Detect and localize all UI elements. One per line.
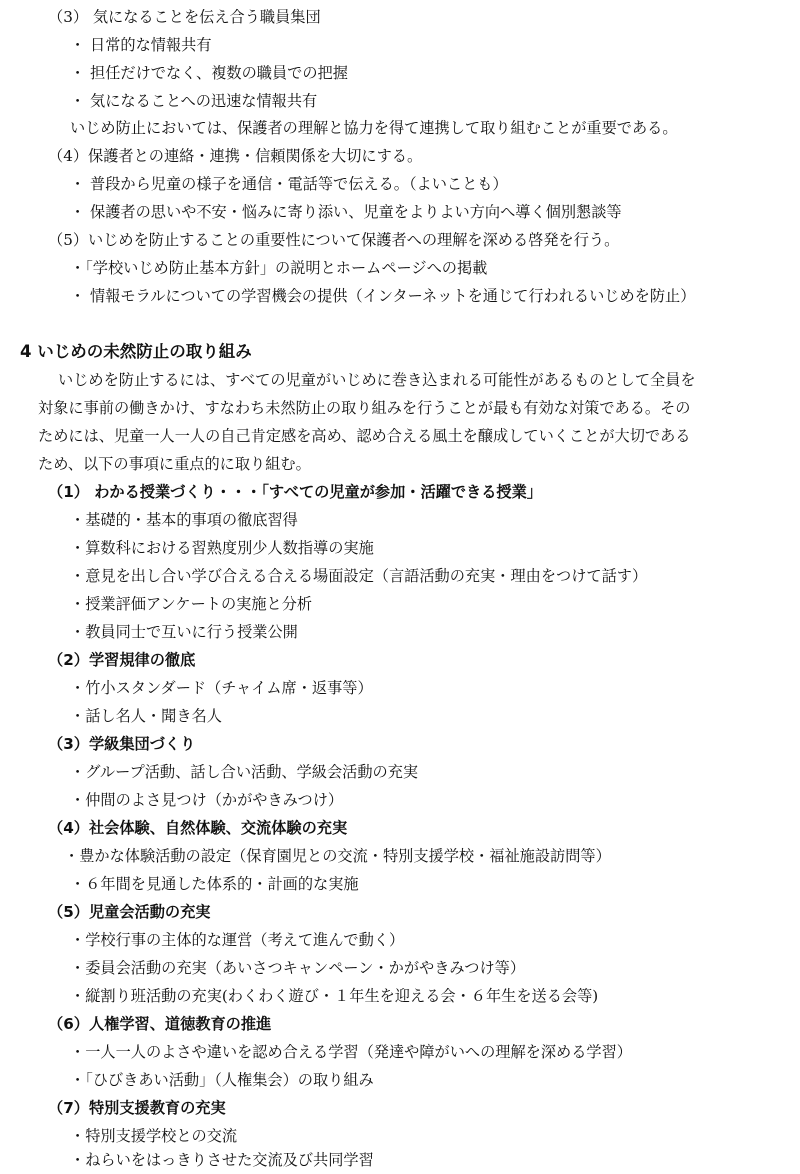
sub1-item-4: ・授業評価アンケートの実施と分析 <box>70 595 313 613</box>
sub5-item-1: ・学校行事の主体的な運営（考えて進んで動く） <box>70 931 405 949</box>
sub5-item-3: ・縦割り班活動の充実(わくわく遊び・１年生を迎える会・６年生を送る会等) <box>70 987 599 1005</box>
section4-item-2: ・ 保護者の思いや不安・悩みに寄り添い、児童をよりよい方向へ導く個別懇談等 <box>70 203 622 221</box>
section4-heading: （4）保護者との連絡・連携・信頼関係を大切にする。 <box>48 147 423 165</box>
sub6-item-1: ・一人一人のよさや違いを認め合える学習（発達や障がいへの理解を深める学習） <box>70 1043 632 1061</box>
section5-heading: （5）いじめを防止することの重要性について保護者への理解を深める啓発を行う。 <box>48 231 620 249</box>
sub1-item-3: ・意見を出し合い学び合える合える場面設定（言語活動の充実・理由をつけて話す） <box>70 567 648 585</box>
sub4-item-1: ・豊かな体験活動の設定（保育園児との交流・特別支援学校・福祉施設訪問等） <box>64 847 611 865</box>
section3-heading: （3） 気になることを伝え合う職員集団 <box>48 8 321 26</box>
sub3-heading: （3）学級集団づくり <box>48 735 196 753</box>
sub1-item-5: ・教員同士で互いに行う授業公開 <box>70 623 298 641</box>
sub7-item-2: ・ねらいをはっきりさせた交流及び共同学習 <box>70 1151 374 1169</box>
section5-item-1: ・「学校いじめ防止基本方針」の説明とホームページへの掲載 <box>70 259 488 277</box>
sub1-item-1: ・基礎的・基本的事項の徹底習得 <box>70 511 298 529</box>
sub2-item-2: ・話し名人・聞き名人 <box>70 707 222 725</box>
section4-item-1: ・ 普段から児童の様子を通信・電話等で伝える。（よいことも） <box>70 175 508 193</box>
sub1-item-2: ・算数科における習熟度別少人数指導の実施 <box>70 539 374 557</box>
sub2-item-1: ・竹小スタンダード（チャイム席・返事等） <box>70 679 373 697</box>
sub1-heading: （1） わかる授業づくり・・・「すべての児童が参加・活躍できる授業」 <box>48 483 542 501</box>
sub6-item-2: ・「ひびきあい活動」（人権集会）の取り組み <box>70 1071 374 1089</box>
sub5-item-2: ・委員会活動の充実（あいさつキャンペーン・かがやきみつけ等） <box>70 959 526 977</box>
sub4-heading: （4）社会体験、自然体験、交流体験の充実 <box>48 819 348 837</box>
sub3-item-2: ・仲間のよさ見つけ（かがやきみつけ） <box>70 791 344 809</box>
chapter4-intro-1: いじめを防止するには、すべての児童がいじめに巻き込まれる可能性があるものとして全員を <box>58 371 696 389</box>
section3-item-3: ・ 気になることへの迅速な情報共有 <box>70 92 318 110</box>
sub6-heading: （6）人権学習、道徳教育の推進 <box>48 1015 272 1033</box>
sub4-item-2: ・６年間を見通した体系的・計画的な実施 <box>70 875 359 893</box>
chapter4-intro-4: ため、以下の事項に重点的に取り組む。 <box>38 455 311 473</box>
section3-note: いじめ防止においては、保護者の理解と協力を得て連携して取り組むことが重要である。 <box>70 119 678 137</box>
sub7-heading: （7）特別支援教育の充実 <box>48 1099 226 1117</box>
section3-item-2: ・ 担任だけでなく、複数の職員での把握 <box>70 64 348 82</box>
sub7-item-1: ・特別支援学校との交流 <box>70 1127 238 1145</box>
sub5-heading: （5）児童会活動の充実 <box>48 903 211 921</box>
chapter4-intro-3: ためには、児童一人一人の自己肯定感を高め、認め合える風土を醸成していくことが大切である <box>38 427 691 445</box>
section5-item-2: ・ 情報モラルについての学習機会の提供（インターネットを通じて行われるいじめを防止） <box>70 287 696 305</box>
sub2-heading: （2）学習規律の徹底 <box>48 651 196 669</box>
chapter4-intro-2: 対象に事前の働きかけ、すなわち未然防止の取り組みを行うことが最も有効な対策である。その <box>38 399 691 417</box>
section3-item-1: ・ 日常的な情報共有 <box>70 36 212 54</box>
sub3-item-1: ・グループ活動、話し合い活動、学級会活動の充実 <box>70 763 419 781</box>
chapter4-title: 4 いじめの未然防止の取り組み <box>20 342 252 361</box>
